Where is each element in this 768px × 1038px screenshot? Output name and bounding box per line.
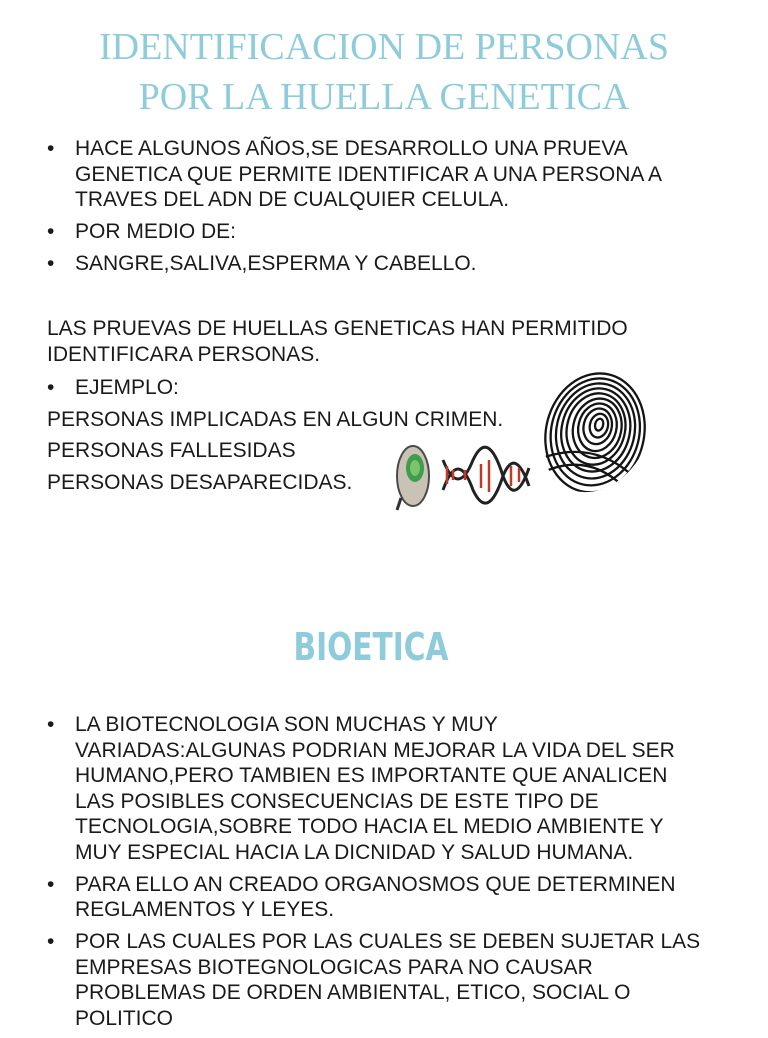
bullet-line: TRAVES DEL ADN DE CUALQUIER CELULA. bbox=[75, 188, 510, 211]
bullet-item bbox=[47, 251, 747, 277]
bullet-line: • PARA ELLO AN CREADO ORGANOSMOS QUE DETERMINEN bbox=[75, 872, 676, 896]
bullet-item bbox=[47, 219, 747, 245]
title-line: POR LA HUELLA GENETICA bbox=[138, 76, 630, 118]
paragraph-line: IDENTIFICARA PERSONAS. bbox=[47, 342, 321, 366]
slide-title bbox=[0, 22, 768, 122]
section-title: BIOETICA bbox=[293, 625, 449, 669]
bullet-line: TECNOLOGIA,SOBRE TODO HACIA EL MEDIO AMBIENTE Y bbox=[75, 815, 664, 838]
bullet-line: POLITICO bbox=[75, 1006, 174, 1030]
bullet-item bbox=[47, 872, 747, 923]
bullet-line: • LA BIOTECNOLOGIA SON MUCHAS Y MUY bbox=[75, 713, 498, 736]
bullet-line: MUY ESPECIAL HACIA LA DICNIDAD Y SALUD HUMANA. bbox=[75, 840, 634, 864]
slide1-bullets bbox=[47, 136, 747, 283]
bullet-line: REGLAMENTOS Y LEYES. bbox=[75, 898, 335, 921]
bullet-item bbox=[47, 375, 547, 401]
bullet-line: • SANGRE,SALIVA,ESPERMA Y CABELLO. bbox=[75, 252, 477, 275]
bullet-item bbox=[47, 929, 747, 1031]
bullet-line: EMPRESAS BIOTEGNOLOGICAS PARA NO CAUSAR bbox=[75, 955, 593, 979]
bullet-item bbox=[47, 136, 747, 213]
bullet-line: LAS POSIBLES CONSECUENCIAS DE ESTE TIPO DE bbox=[75, 789, 599, 813]
bullet-line: GENETICA QUE PERMITE IDENTIFICAR A UNA PERSONA A bbox=[75, 162, 662, 186]
example-item: PERSONAS IMPLICADAS EN ALGUN CRIMEN. bbox=[47, 407, 504, 431]
bullet-line: • POR LAS CUALES POR LAS CUALES SE DEBEN SUJETAR LAS bbox=[75, 930, 701, 953]
fingerprint-image bbox=[540, 360, 652, 498]
example-item: PERSONAS DESAPARECIDAS. bbox=[47, 470, 353, 494]
dna-helix-image bbox=[393, 438, 533, 514]
bullet-line: • HACE ALGUNOS AÑOS,SE DESARROLLO UNA PRUEVA bbox=[75, 137, 628, 160]
example-item: PERSONAS FALLESIDAS bbox=[47, 439, 296, 462]
title-line: IDENTIFICACION DE PERSONAS bbox=[98, 26, 670, 68]
bullet-line: VARIADAS:ALGUNAS PODRIAN MEJORAR LA VIDA DEL SER bbox=[75, 738, 675, 762]
bullet-line: PROBLEMAS DE ORDEN AMBIENTAL, ETICO, SOCIAL O bbox=[75, 981, 631, 1004]
bullet-item bbox=[47, 712, 747, 865]
slide2-bullets bbox=[47, 712, 747, 1038]
bullet-line: HUMANO,PERO TAMBIEN ES IMPORTANTE QUE ANALICEN bbox=[75, 764, 668, 787]
bullet-line: • POR MEDIO DE: bbox=[75, 220, 237, 243]
paragraph-line: LAS PRUEVAS DE HUELLAS GENETICAS HAN PERMITIDO bbox=[47, 317, 628, 340]
example-label: • EJEMPLO: bbox=[75, 376, 179, 399]
